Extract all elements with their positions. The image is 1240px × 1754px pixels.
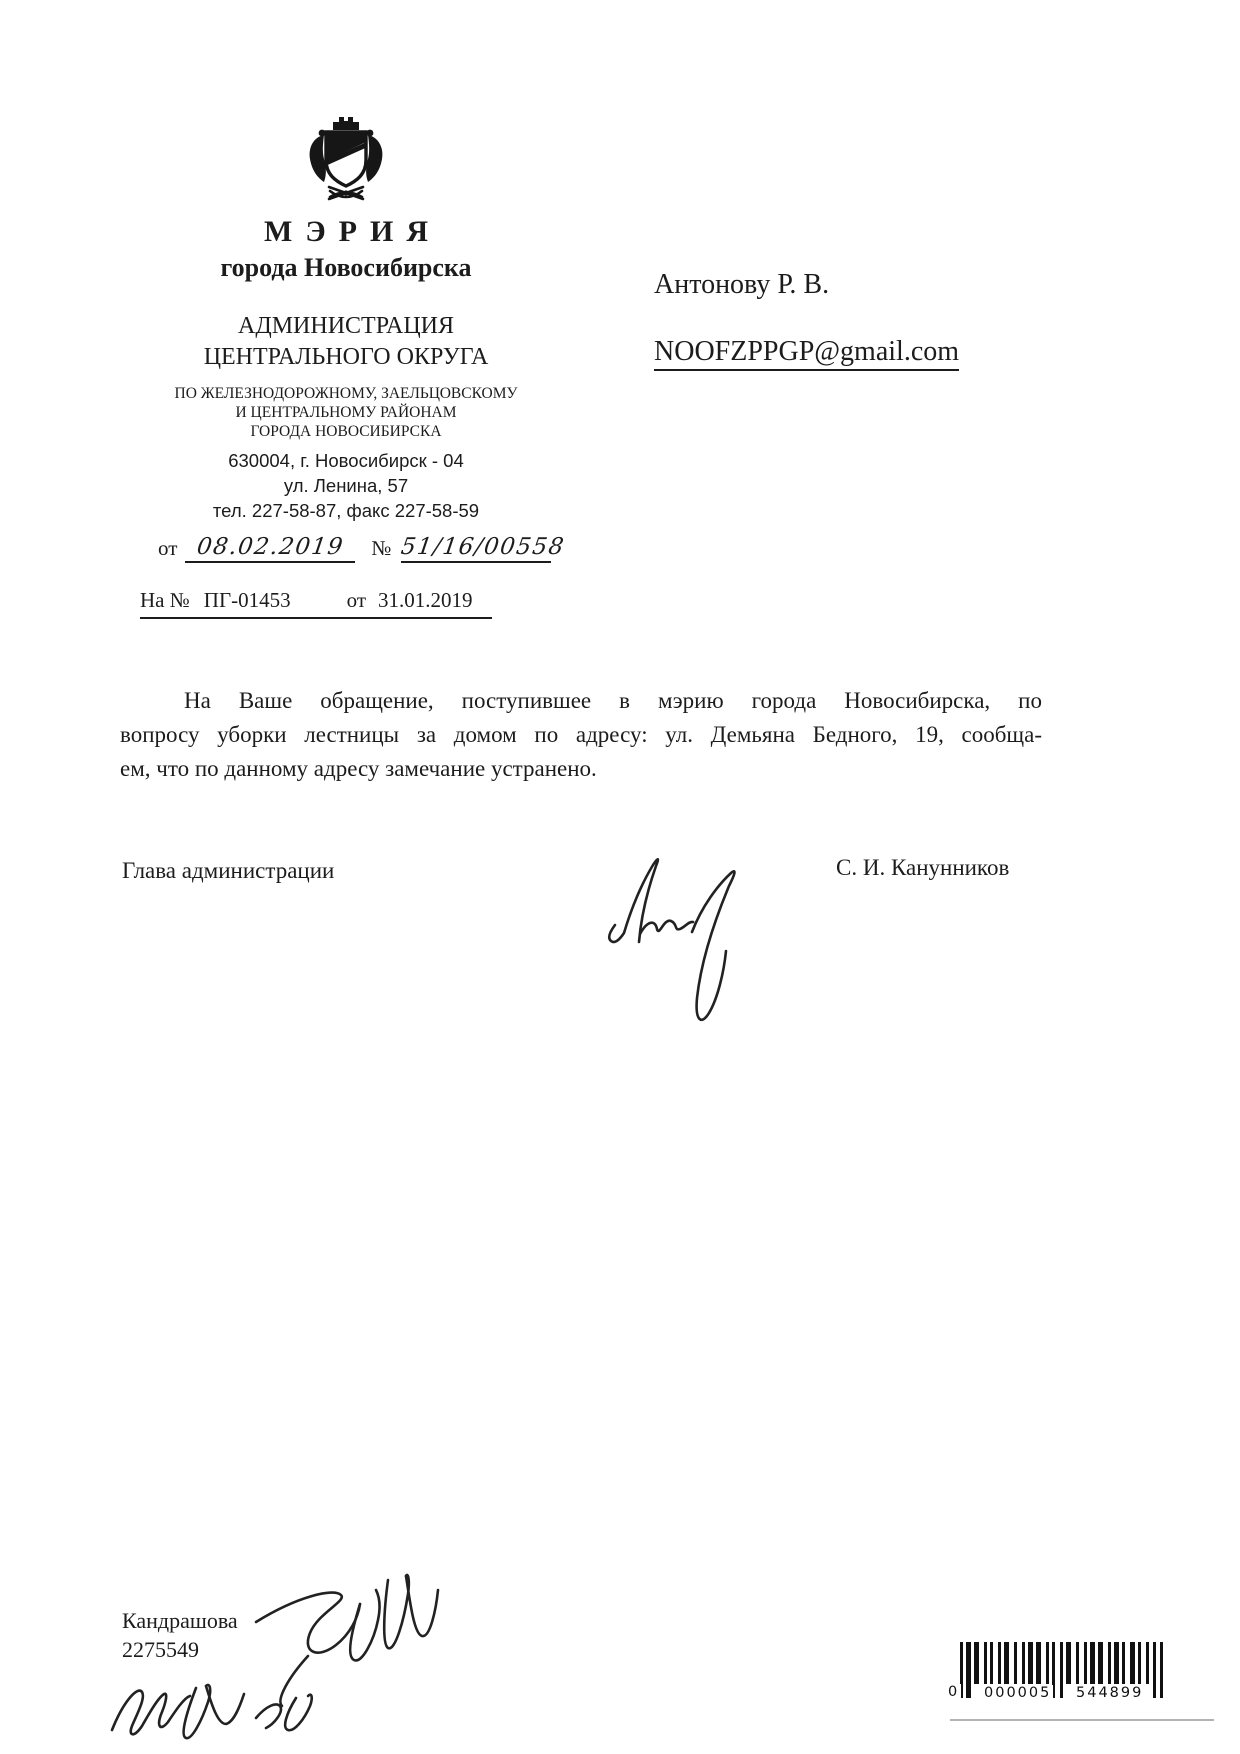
dept-title-line1: АДМИНИСТРАЦИЯ xyxy=(238,313,454,339)
district-line3: ГОРОДА НОВОСИБИРСКА xyxy=(250,423,442,440)
executor-phone: 2275549 xyxy=(122,1637,199,1662)
street-address: ул. Ленина, 57 xyxy=(283,475,409,496)
executor-name: Кандрашова xyxy=(122,1608,238,1633)
outgoing-number-label: № xyxy=(371,536,392,560)
incoming-date-value: 31.01.2019 xyxy=(378,588,473,612)
recipient-email: NOOFZPPGP@gmail.com xyxy=(654,337,959,371)
outgoing-date-label: от xyxy=(158,536,178,560)
recipient-block xyxy=(654,270,959,371)
org-subtitle: города Новосибирска xyxy=(220,253,472,282)
body-line: ем, что по данному адресу замечание устранено. xyxy=(120,756,597,781)
incoming-reference-line xyxy=(140,588,492,619)
signer-name: С. И. Канунников xyxy=(836,855,1010,880)
district-line2: И ЦЕНТРАЛЬНОМУ РАЙОНАМ xyxy=(235,404,457,421)
org-title: МЭРИЯ xyxy=(264,215,441,248)
outgoing-date-field xyxy=(185,534,355,563)
barcode-underline-rule xyxy=(950,1719,1214,1721)
body-line: вопросу уборки лестницы за домом по адресу: ул. Демьяна Бедного, 19, сообща- xyxy=(120,722,1042,747)
outgoing-date-value: 08.02.2019 xyxy=(195,534,346,560)
novosibirsk-coat-of-arms-icon xyxy=(300,112,392,208)
signature-executor-bottom xyxy=(104,1658,336,1750)
postal-address: 630004, г. Новосибирск - 04 xyxy=(228,450,464,471)
outgoing-reference-line xyxy=(158,534,568,563)
barcode-digit-lead: 0 xyxy=(948,1684,960,1700)
outgoing-number-value: 51/16/00558 xyxy=(399,534,568,560)
district-line1: ПО ЖЕЛЕЗНОДОРОЖНОМУ, ЗАЕЛЬЦОВСКОМУ xyxy=(174,385,518,402)
barcode-digit-group2: 544899 xyxy=(1076,1685,1144,1701)
letterhead xyxy=(120,112,572,522)
recipient-name: Антонову Р. В. xyxy=(654,269,830,300)
barcode xyxy=(948,1642,1166,1704)
phone-fax: тел. 227-58-87, факс 227-58-59 xyxy=(212,500,480,521)
outgoing-number-field xyxy=(399,534,568,563)
letter-body xyxy=(120,684,1042,786)
incoming-ref-number: ПГ-01453 xyxy=(203,588,291,612)
barcode-digits xyxy=(948,1682,1166,1702)
incoming-date-label: от xyxy=(346,588,366,612)
signer-position: Глава администрации xyxy=(122,858,335,883)
barcode-digit-group1: 000005 xyxy=(984,1685,1052,1701)
body-line: На Ваше обращение, поступившее в мэрию города Новосибирска, по xyxy=(184,688,1042,713)
incoming-ref-label: На № xyxy=(140,588,190,612)
dept-title-line2: ЦЕНТРАЛЬНОГО ОКРУГА xyxy=(203,344,489,370)
signature-kanunnikov xyxy=(585,828,755,1028)
